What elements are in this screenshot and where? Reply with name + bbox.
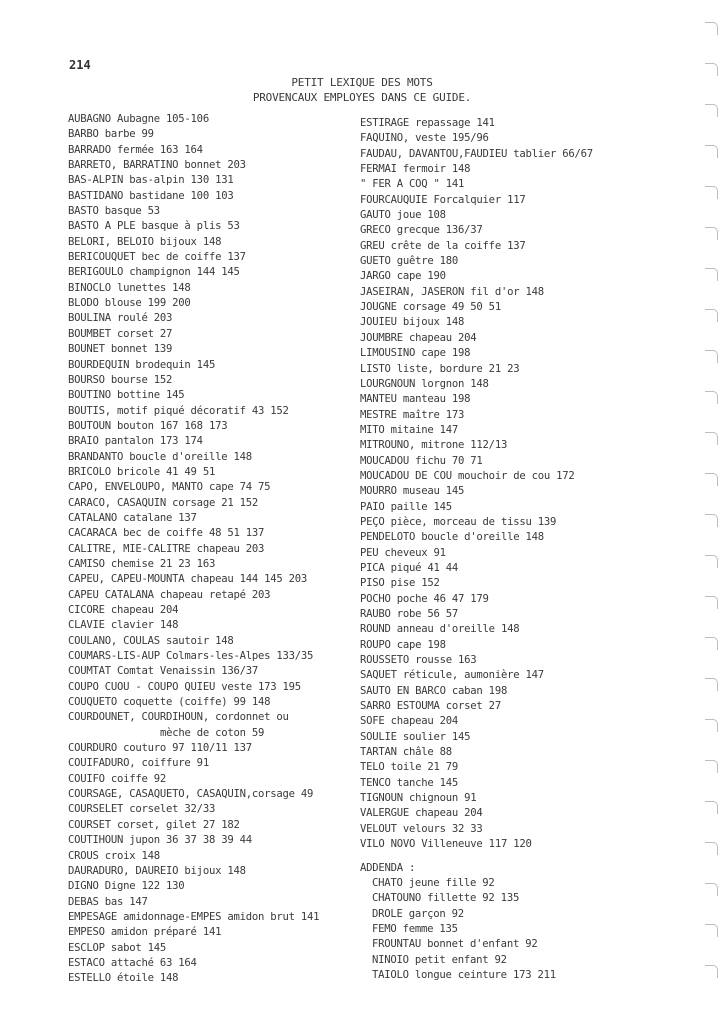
lexicon-entry: BARBO barbe 99	[68, 128, 154, 141]
lexicon-entry: BOUTINO bottine 145	[68, 389, 185, 402]
lexicon-entry: CAPO, ENVELOUPO, MANTO cape 74 75	[68, 481, 271, 494]
lexicon-entry: CAPEU, CAPEU-MOUNTA chapeau 144 145 203	[68, 573, 307, 586]
lexicon-entry: ROUSSETO rousse 163	[360, 654, 477, 667]
lexicon-entry: BOUMBET corset 27	[68, 327, 173, 340]
lexicon-entry: COUQUETO coquette (coiffe) 99 148	[68, 696, 271, 709]
lexicon-entry: LOURGNOUN lorgnon 148	[360, 377, 489, 390]
lexicon-entry: VELOUT velours 32 33	[360, 822, 483, 835]
binder-hole	[705, 883, 718, 896]
lexicon-entry: BRANDANTO boucle d'oreille 148	[68, 450, 252, 463]
lexicon-entry: LIMOUSINO cape 198	[360, 347, 471, 360]
lexicon-entry: DIGNO Digne 122 130	[68, 880, 185, 893]
lexicon-entry: BASTO basque 53	[68, 205, 160, 218]
lexicon-entry: COUIFO coiffe 92	[68, 772, 167, 785]
lexicon-entry: BRAIO pantalon 173 174	[68, 435, 203, 448]
lexicon-entry: COUIFADURO, coiffure 91	[68, 757, 209, 770]
lexicon-entry: JOUMBRE chapeau 204	[360, 331, 477, 344]
addenda-heading: ADDENDA :	[360, 861, 416, 874]
binder-hole	[705, 514, 718, 527]
binder-hole	[705, 145, 718, 158]
lexicon-entry: MOUCADOU DE COU mouchoir de cou 172	[360, 469, 575, 482]
lexicon-entry: SOFE chapeau 204	[360, 715, 459, 728]
page-number: 214	[69, 58, 91, 72]
lexicon-entry: BOULINA roulé 203	[68, 312, 173, 325]
binder-hole	[705, 842, 718, 855]
lexicon-entry: COULANO, COULAS sautoir 148	[68, 634, 234, 647]
binder-hole	[705, 391, 718, 404]
addenda-entry: FEMO femme 135	[372, 922, 458, 935]
lexicon-entry: BOUTIS, motif piqué décoratif 43 152	[68, 404, 289, 417]
lexicon-entry: PEÇO pièce, morceau de tissu 139	[360, 515, 557, 528]
lexicon-entry: CLAVIE clavier 148	[68, 619, 179, 632]
lexicon-entry: CAPEU CATALANA chapeau retapé 203	[68, 588, 271, 601]
lexicon-entry: CACARACA bec de coiffe 48 51 137	[68, 527, 265, 540]
lexicon-entry: SOULIE soulier 145	[360, 730, 471, 743]
lexicon-entry: ROUPO cape 198	[360, 638, 446, 651]
binder-hole	[705, 719, 718, 732]
lexicon-entry: COURDOUNET, COURDIHOUN, cordonnet ou	[68, 711, 289, 724]
lexicon-entry: ESCLOP sabot 145	[68, 941, 167, 954]
lexicon-entry: LISTO liste, bordure 21 23	[360, 362, 520, 375]
lexicon-entry: COURSET corset, gilet 27 182	[68, 818, 240, 831]
lexicon-entry: DAURADURO, DAUREIO bijoux 148	[68, 864, 246, 877]
lexicon-entry: FOURCAUQUIE Forcalquier 117	[360, 193, 526, 206]
binder-hole	[705, 965, 718, 978]
lexicon-entry: mèche de coton 59	[160, 726, 265, 739]
page-title	[0, 75, 724, 105]
lexicon-entry: FAUDAU, DAVANTOU,FAUDIEU tablier 66/67	[360, 147, 593, 160]
binder-hole	[705, 637, 718, 650]
binder-hole	[705, 801, 718, 814]
lexicon-entry: TARTAN châle 88	[360, 746, 452, 759]
lexicon-entry: GAUTO joue 108	[360, 209, 446, 222]
lexicon-entry: VILO NOVO Villeneuve 117 120	[360, 838, 532, 851]
lexicon-entry: COUMARS-LIS-AUP Colmars-les-Alpes 133/35	[68, 650, 314, 663]
lexicon-entry: SARRO ESTOUMA corset 27	[360, 700, 501, 713]
lexicon-entry: TELO toile 21 79	[360, 761, 459, 774]
binder-hole	[705, 268, 718, 281]
lexicon-entry: COUMTAT Comtat Venaissin 136/37	[68, 665, 258, 678]
binder-holes	[698, 0, 724, 1024]
lexicon-entry: BELORI, BELOIO bijoux 148	[68, 235, 222, 248]
lexicon-entry: AUBAGNO Aubagne 105-106	[68, 113, 209, 125]
binder-hole	[705, 596, 718, 609]
lexicon-entry: PENDELOTO boucle d'oreille 148	[360, 531, 544, 544]
lexicon-entry: COURSELET corselet 32/33	[68, 803, 216, 816]
lexicon-entry: JOUGNE corsage 49 50 51	[360, 301, 501, 314]
title-line-2: PROVENCAUX EMPLOYES DANS CE GUIDE.	[252, 91, 472, 104]
lexicon-entry: MANTEU manteau 198	[360, 393, 471, 406]
lexicon-entry: BOURSO bourse 152	[68, 373, 173, 386]
lexicon-entry: SAQUET réticule, aumonière 147	[360, 669, 544, 682]
binder-hole	[705, 104, 718, 117]
lexicon-entry: CROUS croix 148	[68, 849, 160, 862]
lexicon-entry: MITO mitaine 147	[360, 423, 459, 436]
binder-hole	[705, 924, 718, 937]
lexicon-entry: EMPESO amidon préparé 141	[68, 926, 222, 939]
binder-hole	[705, 22, 718, 35]
lexicon-left-column	[68, 112, 358, 987]
lexicon-entry: POCHO poche 46 47 179	[360, 592, 489, 605]
lexicon-entry: FERMAI fermoir 148	[360, 163, 471, 176]
addenda-entry: NINOIO petit enfant 92	[372, 953, 507, 966]
lexicon-entry: GRECO grecque 136/37	[360, 224, 483, 237]
lexicon-entry: GREU crête de la coiffe 137	[360, 239, 526, 252]
lexicon-entry: BASTIDANO bastidane 100 103	[68, 189, 234, 202]
binder-hole	[705, 309, 718, 322]
lexicon-entry: BRICOLO bricole 41 49 51	[68, 465, 216, 478]
lexicon-entry: JOUIEU bijoux 148	[360, 316, 465, 329]
lexicon-entry: CARACO, CASAQUIN corsage 21 152	[68, 496, 258, 509]
title-line-1: PETIT LEXIQUE DES MOTS	[291, 76, 433, 89]
lexicon-entry: ESTELLO étoile 148	[68, 972, 179, 985]
binder-hole	[705, 432, 718, 445]
lexicon-entry: BERIGOULO champignon 144 145	[68, 266, 240, 279]
lexicon-entry: BARRETO, BARRATINO bonnet 203	[68, 159, 246, 172]
lexicon-entry: CALITRE, MIE-CALITRE chapeau 203	[68, 542, 265, 555]
addenda-entry: DROLE garçon 92	[372, 907, 464, 920]
lexicon-entry: PICA piqué 41 44	[360, 561, 459, 574]
lexicon-entry: CAMISO chemise 21 23 163	[68, 557, 216, 570]
addenda-entry: CHATOUNO fillette 92 135	[372, 892, 520, 905]
addenda-entry: TAIOLO longue ceinture 173 211	[372, 968, 556, 981]
lexicon-entry: MITROUNO, mitrone 112/13	[360, 439, 508, 452]
lexicon-entry: FAQUINO, veste 195/96	[360, 132, 489, 145]
lexicon-entry: GUETO guêtre 180	[360, 255, 459, 268]
lexicon-entry: BINOCLO lunettes 148	[68, 281, 191, 294]
lexicon-entry: BOUNET bonnet 139	[68, 343, 173, 356]
binder-hole	[705, 760, 718, 773]
lexicon-entry: MESTRE maître 173	[360, 408, 465, 421]
lexicon-entry: MOURRO museau 145	[360, 485, 465, 498]
lexicon-entry: BARRADO fermée 163 164	[68, 143, 203, 156]
lexicon-entry: ROUND anneau d'oreille 148	[360, 623, 520, 636]
lexicon-entry: BERICOUQUET bec de coiffe 137	[68, 251, 246, 264]
lexicon-entry: JASEIRAN, JASERON fil d'or 148	[360, 285, 544, 298]
lexicon-entry: COURSAGE, CASAQUETO, CASAQUIN,corsage 49	[68, 788, 314, 801]
lexicon-entry: BASTO A PLE basque à plis 53	[68, 220, 240, 233]
binder-hole	[705, 350, 718, 363]
lexicon-entry: COUTIHOUN jupon 36 37 38 39 44	[68, 834, 252, 847]
lexicon-entry: BOUTOUN bouton 167 168 173	[68, 419, 228, 432]
binder-hole	[705, 473, 718, 486]
lexicon-entry: BOURDEQUIN brodequin 145	[68, 358, 216, 371]
addenda-entry: CHATO jeune fille 92	[372, 876, 495, 889]
lexicon-entry: PEU cheveux 91	[360, 546, 446, 559]
lexicon-entry: CICORE chapeau 204	[68, 604, 179, 616]
addenda-entry: FROUNTAU bonnet d'enfant 92	[372, 938, 538, 951]
lexicon-entry: CATALANO catalane 137	[68, 511, 197, 524]
lexicon-entry: BLODO blouse 199 200	[68, 297, 191, 310]
lexicon-entry: PAIO paille 145	[360, 500, 452, 513]
lexicon-entry: COURDURO couturo 97 110/11 137	[68, 742, 252, 755]
lexicon-entry: " FER A COQ " 141	[360, 178, 465, 191]
lexicon-entry: VALERGUE chapeau 204	[360, 807, 483, 820]
lexicon-entry: MOUCADOU fichu 70 71	[360, 454, 483, 467]
lexicon-entry: JARGO cape 190	[360, 270, 446, 283]
lexicon-entry: TENCO tanche 145	[360, 776, 459, 789]
lexicon-entry: TIGNOUN chignoun 91	[360, 792, 477, 805]
binder-hole	[705, 63, 718, 76]
lexicon-entry: BAS-ALPIN bas-alpin 130 131	[68, 174, 234, 187]
lexicon-entry: SAUTO EN BARCO caban 198	[360, 684, 508, 697]
binder-hole	[705, 678, 718, 691]
lexicon-right-column	[360, 116, 680, 983]
binder-hole	[705, 555, 718, 568]
lexicon-entry: ESTIRAGE repassage 141	[360, 117, 495, 129]
lexicon-entry: PISO pise 152	[360, 577, 440, 590]
lexicon-entry: ESTACO attaché 63 164	[68, 956, 197, 969]
lexicon-entry: DEBAS bas 147	[68, 895, 148, 908]
lexicon-entry: COUPO CUOU - COUPO QUIEU veste 173 195	[68, 680, 301, 693]
lexicon-entry: EMPESAGE amidonnage-EMPES amidon brut 141	[68, 910, 320, 923]
binder-hole	[705, 186, 718, 199]
lexicon-entry: RAUBO robe 56 57	[360, 608, 459, 620]
binder-hole	[705, 227, 718, 240]
